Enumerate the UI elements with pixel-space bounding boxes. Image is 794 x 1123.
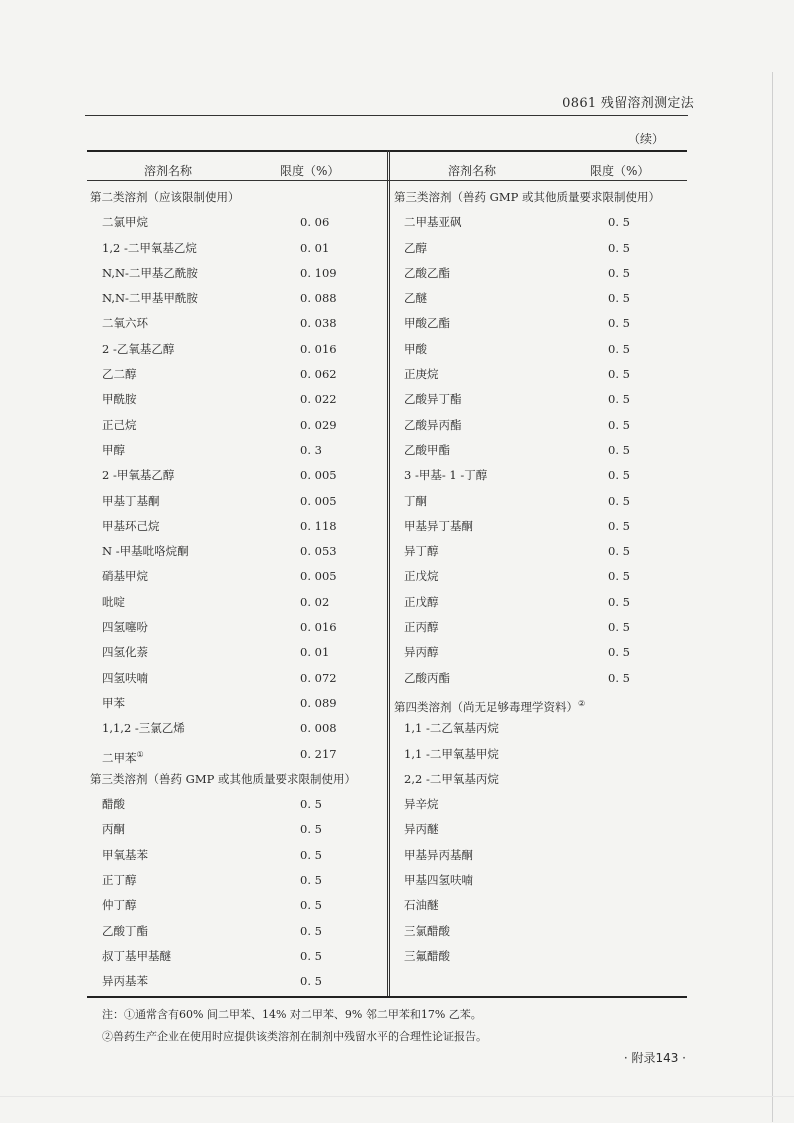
- table-row: [392, 944, 692, 969]
- limit-value: 0. 06: [300, 215, 330, 230]
- table-bottom-rule: [87, 996, 687, 998]
- page-edge: [0, 1096, 794, 1097]
- table-row: [392, 792, 692, 817]
- solvent-name: 醋酸: [102, 797, 125, 812]
- table-row: [392, 463, 692, 488]
- solvent-name: 乙醇: [404, 240, 427, 255]
- table-row: [87, 843, 387, 868]
- solvent-name: 二氯甲烷: [102, 215, 148, 230]
- limit-value: 0. 016: [300, 620, 337, 635]
- table-row: [87, 716, 387, 741]
- limit-value: 0. 5: [300, 948, 322, 963]
- category-label: 第四类溶剂（尚无足够毒理学资料）②: [394, 698, 586, 714]
- solvent-name: 叔丁基甲基醚: [102, 948, 171, 963]
- table-row: [392, 767, 692, 792]
- table-row: [392, 564, 692, 589]
- solvent-name: 乙酸乙酯: [404, 265, 450, 280]
- limit-value: 0. 022: [300, 392, 337, 407]
- limit-value: 0. 005: [300, 468, 337, 483]
- table-row: [87, 387, 387, 412]
- table-row: [392, 817, 692, 842]
- solvent-name: 异丙基苯: [102, 974, 148, 989]
- limit-value: 0. 3: [300, 442, 322, 457]
- note-1: 注：①通常含有60% 间二甲苯、14% 对二甲苯、9% 邻二甲苯和17% 乙苯。: [102, 1008, 482, 1021]
- table-row: [87, 969, 387, 994]
- solvent-name: 甲酰胺: [102, 392, 137, 407]
- limit-value: 0. 5: [608, 367, 630, 382]
- solvent-name: 正戊醇: [404, 594, 439, 609]
- table-row: [392, 210, 692, 235]
- solvent-name: 甲基异丙基酮: [404, 847, 473, 862]
- solvent-name: 丁酮: [404, 493, 427, 508]
- table-row: [87, 311, 387, 336]
- table-row: [87, 868, 387, 893]
- solvent-name: 三氟醋酸: [404, 948, 450, 963]
- table-row: [87, 742, 387, 767]
- footnote-marker: ①: [136, 749, 144, 759]
- solvent-name: 乙酸异丁酯: [404, 392, 462, 407]
- limit-value: 0. 5: [300, 822, 322, 837]
- limit-value: 0. 5: [608, 544, 630, 559]
- table-row: [87, 666, 387, 691]
- table-row: [87, 615, 387, 640]
- category-label: 第二类溶剂（应该限制使用）: [90, 190, 240, 204]
- table-row: [87, 362, 387, 387]
- table-row: [392, 286, 692, 311]
- limit-value: 0. 5: [608, 417, 630, 432]
- solvent-name: 甲基异丁基酮: [404, 518, 473, 533]
- limit-value: 0. 5: [300, 847, 322, 862]
- solvent-name: 2 -乙氧基乙醇: [102, 341, 175, 356]
- table-row: [87, 413, 387, 438]
- limit-value: 0. 109: [300, 265, 337, 280]
- limit-value: 0. 016: [300, 341, 337, 356]
- limit-value: 0. 5: [300, 873, 322, 888]
- limit-value: 0. 217: [300, 746, 337, 761]
- table-row: [392, 590, 692, 615]
- limit-value: 0. 01: [300, 240, 330, 255]
- solvent-name: 吡啶: [102, 594, 125, 609]
- table-row: [392, 868, 692, 893]
- category-row: [87, 767, 387, 792]
- table-row: [87, 691, 387, 716]
- limit-value: 0. 053: [300, 544, 337, 559]
- column-header-limit: 限度（%）: [590, 164, 650, 178]
- category-row: [87, 185, 387, 210]
- table-row: [392, 514, 692, 539]
- limit-value: 0. 5: [300, 923, 322, 938]
- table-row: [392, 716, 692, 741]
- solvent-name: 异丁醇: [404, 544, 439, 559]
- footnote-marker: ②: [578, 698, 586, 708]
- table-row: [87, 919, 387, 944]
- table-row: [392, 539, 692, 564]
- solvent-name: 1,1,2 -三氯乙烯: [102, 721, 185, 736]
- table-row: [87, 438, 387, 463]
- solvent-name: 正己烷: [102, 417, 137, 432]
- table-row: [392, 236, 692, 261]
- table-row: [87, 640, 387, 665]
- table-row: [87, 564, 387, 589]
- column-header-name: 溶剂名称: [448, 164, 497, 178]
- solvent-name: 甲基四氢呋喃: [404, 873, 473, 888]
- solvent-name: 乙酸甲酯: [404, 442, 450, 457]
- table-row: [87, 514, 387, 539]
- table-row: [87, 489, 387, 514]
- limit-value: 0. 5: [608, 442, 630, 457]
- limit-value: 0. 5: [608, 215, 630, 230]
- limit-value: 0. 118: [300, 518, 337, 533]
- solvent-name: 1,1 -二乙氧基丙烷: [404, 721, 499, 736]
- solvent-name: 异丙醚: [404, 822, 439, 837]
- solvent-name: 2,2 -二甲氧基丙烷: [404, 771, 499, 786]
- limit-value: 0. 005: [300, 569, 337, 584]
- solvent-name: 丙酮: [102, 822, 125, 837]
- column-header-limit: 限度（%）: [280, 164, 340, 178]
- solvent-name: 乙二醇: [102, 367, 137, 382]
- table-row: [87, 236, 387, 261]
- solvent-name: 乙酸丙酯: [404, 670, 450, 685]
- limit-value: 0. 5: [300, 797, 322, 812]
- solvent-name: 乙醚: [404, 291, 427, 306]
- solvent-name: 二甲基亚砜: [404, 215, 462, 230]
- solvent-name: 四氢噻吩: [102, 620, 148, 635]
- category-row: [392, 691, 692, 716]
- table-right-column: [392, 185, 692, 969]
- table-notes: [102, 1004, 487, 1048]
- solvent-name: 1,2 -二甲氧基乙烷: [102, 240, 197, 255]
- limit-value: 0. 5: [300, 898, 322, 913]
- solvent-name: 甲醇: [102, 442, 125, 457]
- limit-value: 0. 5: [608, 392, 630, 407]
- table-row: [392, 438, 692, 463]
- table-row: [87, 286, 387, 311]
- table-row: [392, 742, 692, 767]
- limit-value: 0. 5: [608, 645, 630, 660]
- limit-value: 0. 5: [608, 468, 630, 483]
- solvent-name: 甲基环己烷: [102, 518, 160, 533]
- solvent-name: N -甲基吡咯烷酮: [102, 544, 189, 559]
- solvent-name: 甲酸乙酯: [404, 316, 450, 331]
- solvent-name: 正丙醇: [404, 620, 439, 635]
- limit-value: 0. 5: [608, 518, 630, 533]
- limit-value: 0. 008: [300, 721, 337, 736]
- limit-value: 0. 5: [608, 240, 630, 255]
- limit-value: 0. 062: [300, 367, 337, 382]
- table-row: [392, 843, 692, 868]
- solvent-name: N,N-二甲基甲酰胺: [102, 291, 198, 306]
- solvent-name: 乙酸丁酯: [102, 923, 148, 938]
- table-row: [392, 387, 692, 412]
- table-row: [87, 539, 387, 564]
- limit-value: 0. 072: [300, 670, 337, 685]
- limit-value: 0. 5: [608, 594, 630, 609]
- solvent-name: 二甲苯①: [102, 749, 144, 765]
- solvent-name: 异辛烷: [404, 797, 439, 812]
- table-column-divider: [387, 150, 390, 998]
- limit-value: 0. 088: [300, 291, 337, 306]
- solvent-name: 正戊烷: [404, 569, 439, 584]
- solvent-name: 3 -甲基- 1 -丁醇: [404, 468, 488, 483]
- header-rule: [85, 115, 688, 116]
- limit-value: 0. 5: [300, 974, 322, 989]
- limit-value: 0. 5: [608, 316, 630, 331]
- table-row: [392, 640, 692, 665]
- table-row: [87, 463, 387, 488]
- table-row: [392, 666, 692, 691]
- table-row: [87, 817, 387, 842]
- solvent-name: 三氯醋酸: [404, 923, 450, 938]
- limit-value: 0. 5: [608, 291, 630, 306]
- solvent-name: 乙酸异丙酯: [404, 417, 462, 432]
- column-header-name: 溶剂名称: [144, 164, 193, 178]
- table-row: [392, 261, 692, 286]
- table-row: [87, 893, 387, 918]
- solvent-name: 正庚烷: [404, 367, 439, 382]
- table-row: [392, 919, 692, 944]
- solvent-name: 石油醚: [404, 898, 439, 913]
- limit-value: 0. 5: [608, 670, 630, 685]
- table-row: [87, 261, 387, 286]
- limit-value: 0. 5: [608, 493, 630, 508]
- solvent-name: 四氢化萘: [102, 645, 148, 660]
- limit-value: 0. 5: [608, 265, 630, 280]
- table-row: [392, 337, 692, 362]
- solvent-name: 正丁醇: [102, 873, 137, 888]
- solvent-name: 甲苯: [102, 695, 125, 710]
- solvent-name: 异丙醇: [404, 645, 439, 660]
- table-row: [392, 489, 692, 514]
- solvent-name: 甲酸: [404, 341, 427, 356]
- limit-value: 0. 5: [608, 341, 630, 356]
- table-left-column: [87, 185, 387, 995]
- page-number: · 附录143 ·: [623, 1051, 686, 1065]
- limit-value: 0. 089: [300, 695, 337, 710]
- table-row: [392, 413, 692, 438]
- table-row: [87, 792, 387, 817]
- running-head: 0861 残留溶剂测定法: [562, 96, 694, 111]
- table-row: [392, 362, 692, 387]
- limit-value: 0. 5: [608, 620, 630, 635]
- page-edge: [772, 72, 773, 1122]
- limit-value: 0. 005: [300, 493, 337, 508]
- limit-value: 0. 01: [300, 645, 330, 660]
- category-row: [392, 185, 692, 210]
- table-row: [87, 944, 387, 969]
- table-row: [87, 590, 387, 615]
- category-label: 第三类溶剂（兽药 GMP 或其他质量要求限制使用）: [394, 190, 661, 204]
- solvent-name: 甲氧基苯: [102, 847, 148, 862]
- limit-value: 0. 02: [300, 594, 330, 609]
- solvent-name: 1,1 -二甲氧基甲烷: [404, 746, 499, 761]
- table-row: [87, 337, 387, 362]
- solvent-name: 仲丁醇: [102, 898, 137, 913]
- limit-value: 0. 029: [300, 417, 337, 432]
- table-row: [392, 615, 692, 640]
- solvent-name: 二氧六环: [102, 316, 148, 331]
- limit-value: 0. 038: [300, 316, 337, 331]
- table-row: [87, 210, 387, 235]
- solvent-name: 硝基甲烷: [102, 569, 148, 584]
- table-row: [392, 311, 692, 336]
- solvent-name: N,N-二甲基乙酰胺: [102, 265, 198, 280]
- solvent-name: 2 -甲氧基乙醇: [102, 468, 175, 483]
- note-2: ②兽药生产企业在使用时应提供该类溶剂在制剂中残留水平的合理性论证报告。: [102, 1030, 487, 1043]
- table-row: [392, 893, 692, 918]
- category-label: 第三类溶剂（兽药 GMP 或其他质量要求限制使用）: [90, 771, 357, 786]
- solvent-name: 甲基丁基酮: [102, 493, 160, 508]
- solvent-name: 四氢呋喃: [102, 670, 148, 685]
- continued-label: （续）: [627, 132, 664, 146]
- limit-value: 0. 5: [608, 569, 630, 584]
